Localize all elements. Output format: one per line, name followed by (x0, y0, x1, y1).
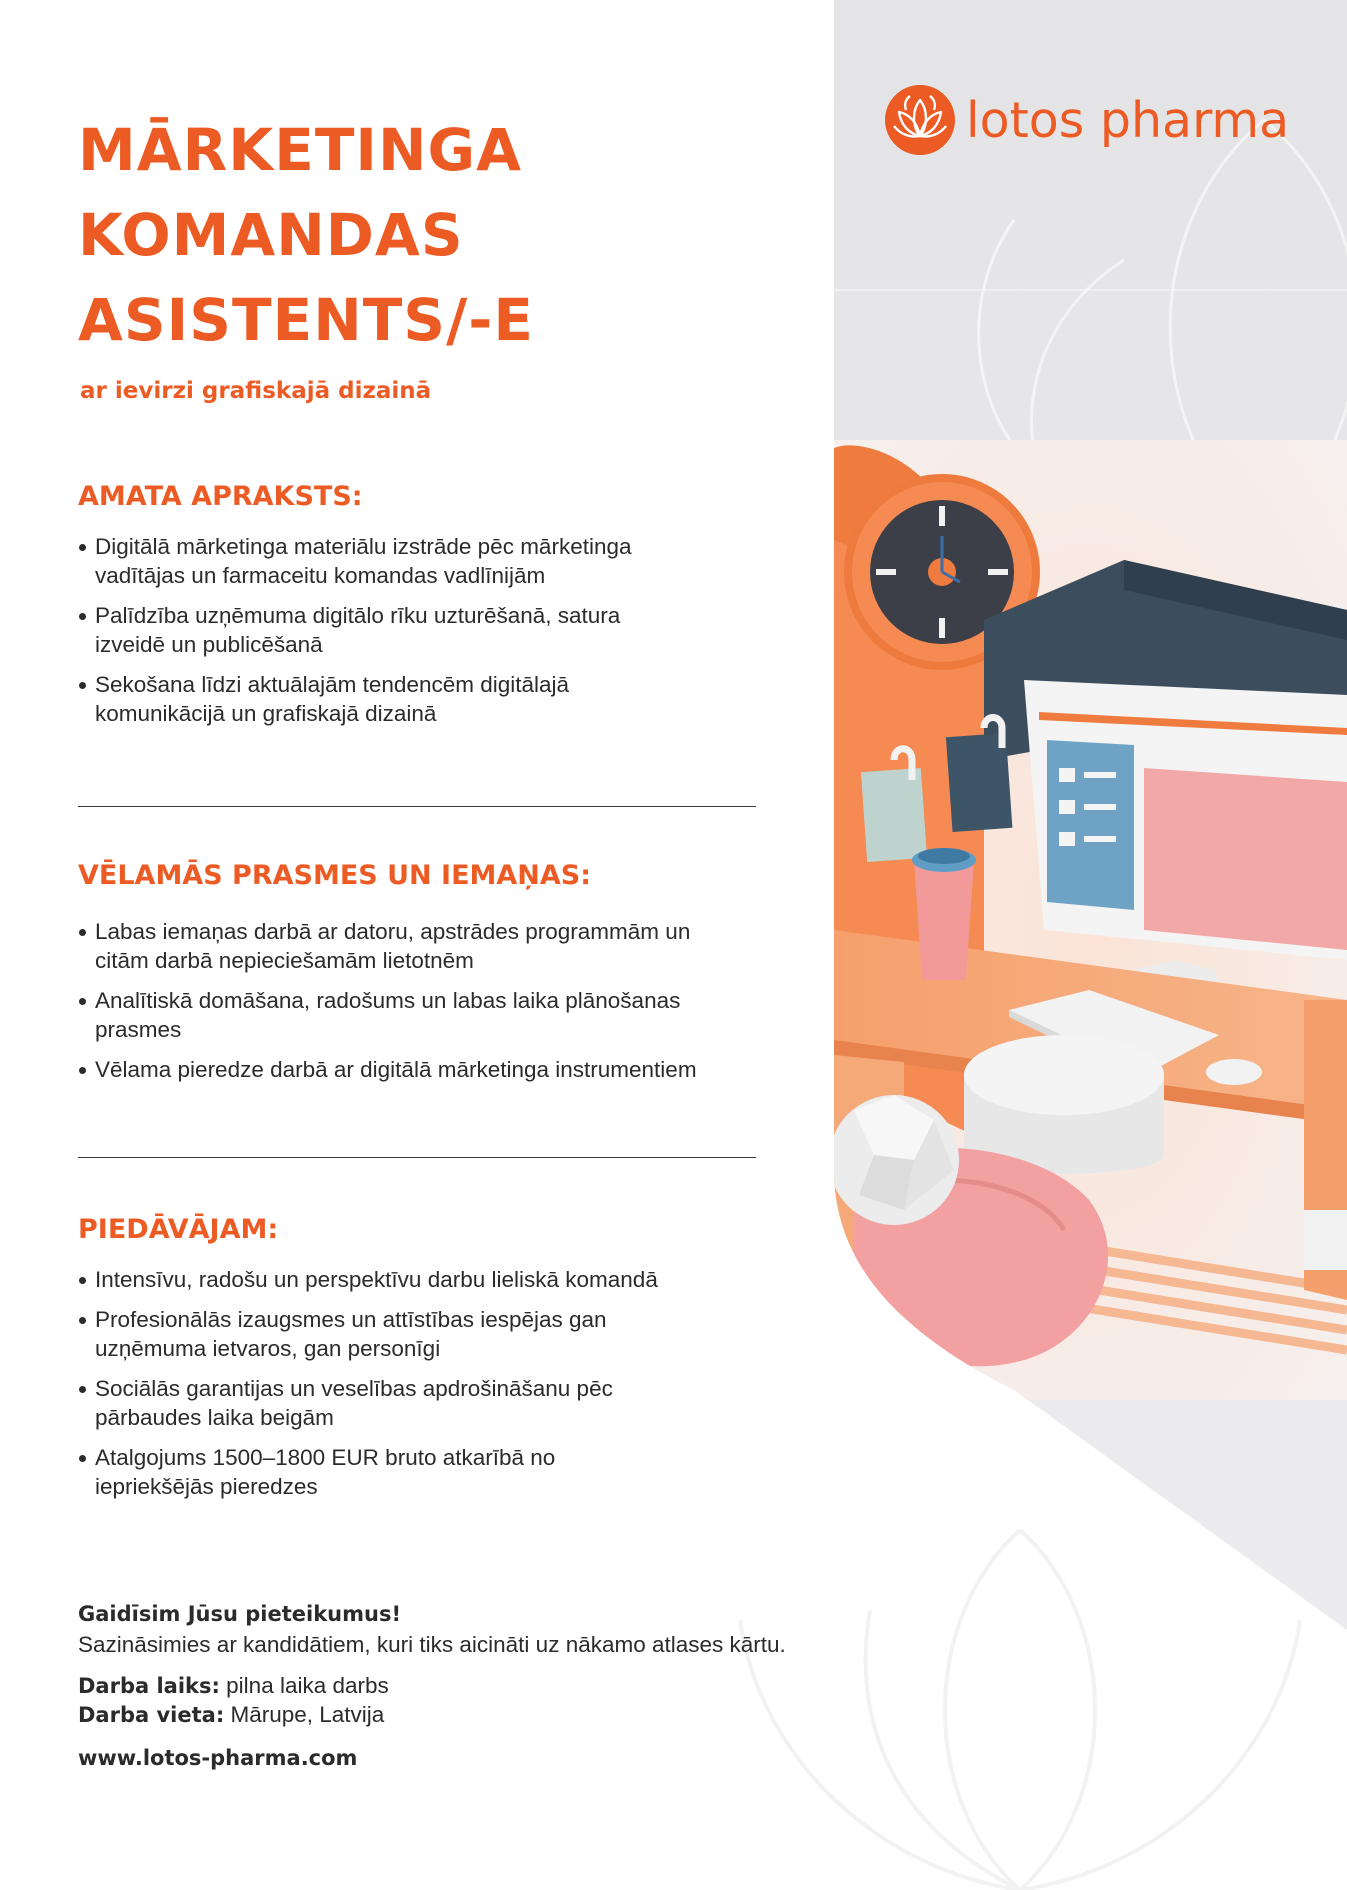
work-time-label: Darba laiks: (78, 1674, 220, 1698)
work-place-value: Mārupe, Latvija (230, 1702, 385, 1727)
coffee-cup (912, 848, 976, 980)
list-item: Intensīvu, radošu un perspektīvu darbu lieliskā komandā (78, 1265, 768, 1294)
section-heading-skills: VĒLAMĀS PRASMES UN IEMAŅAS: (78, 860, 592, 891)
page-title (78, 108, 534, 363)
contact-note: Sazināsimies ar kandidātiem, kuri tiks aicināti uz nākamo atlases kārtu. (78, 1632, 786, 1657)
section-heading-job-description: AMATA APRAKSTS: (78, 481, 363, 512)
brand-logo (884, 84, 1289, 156)
work-place (78, 1702, 384, 1728)
skills-list (78, 917, 738, 1095)
lotus-watermark-icon (700, 1500, 1347, 1890)
website-link[interactable]: www.lotos-pharma.com (78, 1746, 358, 1770)
faceted-ball (834, 1095, 959, 1225)
offer-list (78, 1265, 768, 1512)
list-item: Atalgojums 1500–1800 EUR bruto atkarībā no iepriekšējās pieredzes (78, 1443, 655, 1501)
title-line: KOMANDAS (78, 201, 464, 269)
list-item: Sekošana līdzi aktuālajām tendencēm digitālajā komunikācijā un grafiskajā dizainā (78, 670, 638, 728)
divider (78, 806, 756, 807)
list-item: Vēlama pieredze darbā ar digitālā mārketinga instrumentiem (78, 1055, 738, 1084)
work-time (78, 1673, 389, 1699)
brand-name: lotos pharma (966, 91, 1290, 149)
work-time-value: pilna laika darbs (226, 1673, 389, 1698)
job-description-list (78, 532, 638, 739)
list-item: Palīdzība uzņēmuma digitālo rīku uzturēšanā, satura izveidē un publicēšanā (78, 601, 638, 659)
work-place-label: Darba vieta: (78, 1703, 225, 1727)
call-to-action: Gaidīsim Jūsu pieteikumus! (78, 1602, 402, 1626)
list-item: Profesionālās izaugsmes un attīstības iespējas gan uzņēmuma ietvaros, gan personīgi (78, 1305, 655, 1363)
list-item: Labas iemaņas darbā ar datoru, apstrādes programmām un citām darbā nepieciešamām lietotnēm (78, 917, 738, 975)
list-item: Analītiskā domāšana, radošums un labas laika plānošanas prasmes (78, 986, 738, 1044)
lotus-flower-icon (884, 84, 956, 156)
list-item: Sociālās garantijas un veselības apdrošināšanu pēc pārbaudes laika beigām (78, 1374, 655, 1432)
divider (78, 1157, 756, 1158)
page-subtitle: ar ievirzi grafiskajā dizainā (80, 378, 432, 404)
title-line: ASISTENTS/-E (78, 286, 534, 354)
list-item: Digitālā mārketinga materiālu izstrāde pēc mārketinga vadītājas un farmaceitu komandas vadlīnijām (78, 532, 638, 590)
section-heading-offer: PIEDĀVĀJAM: (78, 1214, 279, 1245)
title-line: MĀRKETINGA (78, 116, 523, 184)
